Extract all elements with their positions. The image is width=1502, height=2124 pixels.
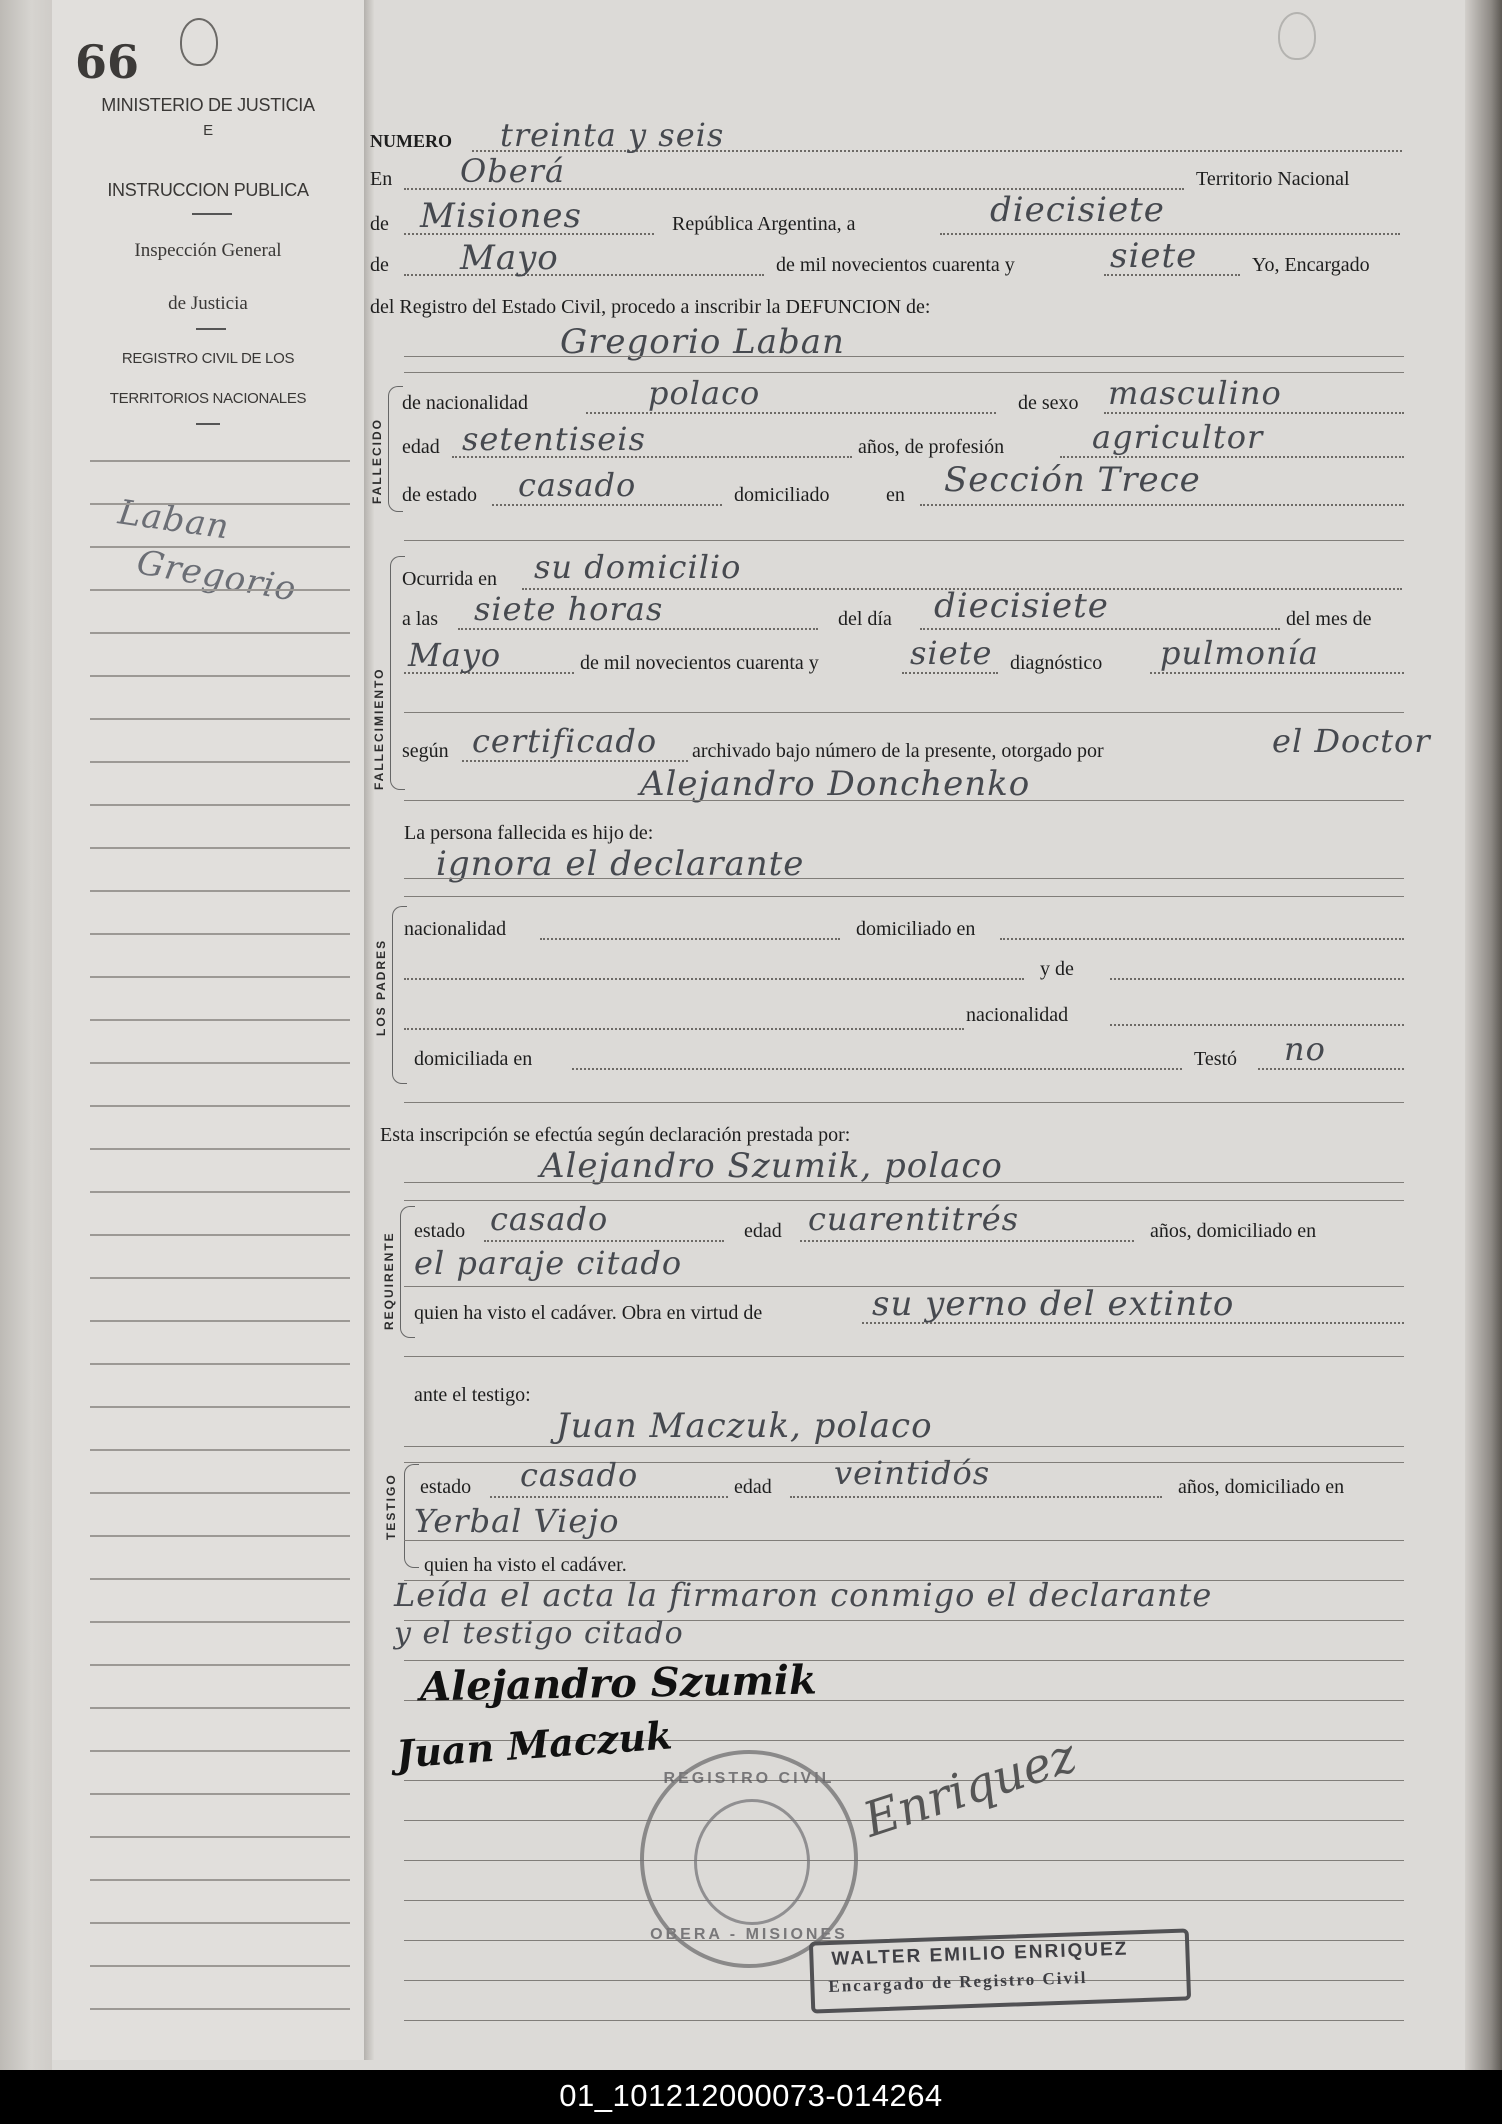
stub-line: [90, 1234, 350, 1236]
registro-sentence: del Registro del Estado Civil, procedo a inscribir la DEFUNCION de:: [370, 296, 931, 318]
line: [404, 800, 1404, 801]
stub-line: [90, 761, 350, 763]
dia-value: diecisiete: [934, 586, 1109, 626]
mes-value: Mayo: [408, 636, 502, 674]
req-virtud-value: su yerno del extinto: [872, 1284, 1235, 1324]
stub-line: [90, 1062, 350, 1064]
line: [404, 1900, 1404, 1901]
line: [1104, 412, 1404, 414]
tes-cadaver-label: quien ha visto el cadáver.: [424, 1554, 627, 1576]
brace: [388, 386, 403, 512]
profesion-value: agricultor: [1092, 418, 1264, 456]
stub-line: [90, 1363, 350, 1365]
section-testigo: TESTIGO: [384, 1473, 398, 1540]
closing-line-2: y el testigo citado: [394, 1616, 684, 1651]
ocurrida-label: Ocurrida en: [402, 568, 497, 590]
yo-label: Yo, Encargado: [1252, 254, 1370, 276]
line: [404, 2020, 1404, 2021]
segun-label: según: [402, 740, 449, 762]
line: [490, 1496, 728, 1498]
watermark-emblem-icon: [1278, 12, 1316, 60]
tes-domicilio-value: Yerbal Viejo: [414, 1502, 620, 1540]
testo-value: no: [1284, 1030, 1326, 1068]
line: [540, 938, 840, 940]
line: [940, 233, 1400, 235]
stub-line: [90, 890, 350, 892]
diagnostico-label: diagnóstico: [1010, 652, 1103, 674]
stub-line: [90, 546, 350, 548]
req-cadaver-label: quien ha visto el cadáver. Obra en virtud de: [414, 1302, 763, 1324]
line: [404, 540, 1404, 541]
stub-line: [90, 1492, 350, 1494]
file-id-label: 01_101212000073-014264: [559, 2078, 943, 2113]
line: [902, 672, 998, 674]
line: [404, 712, 1404, 713]
en-label: En: [370, 168, 393, 190]
diagnostico-value: pulmonía: [1160, 634, 1319, 672]
ministry-line-1: MINISTERIO DE JUSTICIA: [101, 95, 315, 115]
stub-line: [90, 2008, 350, 2010]
divider: [192, 213, 232, 215]
line: [404, 1028, 964, 1030]
ministry-line-3: INSTRUCCION PUBLICA: [107, 180, 309, 200]
numero-label: NUMERO: [370, 131, 452, 151]
tes-edad-value: veintidós: [834, 1454, 991, 1492]
stub-line: [90, 675, 350, 677]
req-edad-label: edad: [744, 1220, 782, 1242]
line: [404, 1356, 1404, 1357]
line: [404, 978, 1024, 980]
line: [404, 1860, 1404, 1861]
otorgado-value: el Doctor: [1272, 722, 1431, 760]
line: [920, 628, 1280, 630]
closing-line-1: Leída el acta la firmaron conmigo el declarante: [394, 1576, 1213, 1614]
y-de-label: y de: [1040, 958, 1074, 980]
req-estado-value: casado: [490, 1200, 609, 1238]
divider: [196, 328, 226, 330]
stub-line: [90, 1105, 350, 1107]
en-label-2: en: [886, 484, 905, 506]
stub-line: [90, 1449, 350, 1451]
republica-label: República Argentina, a: [672, 213, 856, 235]
sexo-label: de sexo: [1018, 392, 1079, 414]
section-padres: LOS PADRES: [374, 938, 388, 1036]
tes-anios-label: años, domiciliado en: [1178, 1476, 1345, 1498]
stub-line: [90, 1750, 350, 1752]
domiciliado-label: domiciliado: [734, 484, 830, 506]
edad-label: edad: [402, 436, 440, 458]
registry-line-1: REGISTRO CIVIL DE LOS: [121, 350, 295, 367]
archivado-label: archivado bajo número de la presente, otorgado por: [692, 740, 1104, 762]
hijo-value: ignora el declarante: [436, 844, 805, 884]
officer-stamp: [809, 1928, 1191, 2013]
line: [1060, 456, 1404, 458]
padres-nacionalidad-label: nacionalidad: [404, 918, 507, 940]
stub-line: [90, 503, 350, 505]
inscripcion-label: Esta inscripción se efectúa según declaración prestada por:: [380, 1124, 851, 1146]
tes-edad-label: edad: [734, 1476, 772, 1498]
stub-line: [90, 1793, 350, 1795]
line: [404, 274, 764, 276]
page-number: 66: [75, 35, 140, 89]
officer-signature: Enriquez: [856, 1727, 1083, 1849]
line: [790, 1496, 1162, 1498]
line: [484, 1240, 724, 1242]
section-fallecimiento: FALLECIMIENTO: [372, 667, 386, 790]
stub-line: [90, 1621, 350, 1623]
stub-line: [90, 1148, 350, 1150]
page-edge: [1465, 0, 1502, 2070]
line: [920, 504, 1404, 506]
line: [1110, 1024, 1404, 1026]
stub-line: [90, 1019, 350, 1021]
numero-value: treinta y seis: [500, 116, 725, 154]
section-fallecido: FALLECIDO: [370, 418, 384, 504]
req-edad-value: cuarentitrés: [808, 1200, 1020, 1238]
stub-line: [90, 1922, 350, 1924]
coat-of-arms-icon: [180, 18, 218, 66]
domicilio-value: Sección Trece: [944, 460, 1201, 500]
seal-top-text: REGISTRO CIVIL: [663, 1770, 835, 1787]
stub-line: [90, 460, 350, 462]
segun-value: certificado: [472, 722, 658, 760]
line: [462, 760, 688, 762]
line: [586, 412, 996, 414]
estado-value: casado: [518, 466, 637, 504]
margin-given-name: Gregorio: [133, 542, 300, 610]
civil-registry-seal: [640, 1750, 858, 1968]
stamp-title: Encargado de Registro Civil: [828, 1967, 1088, 1996]
stub-line: [90, 1578, 350, 1580]
line: [404, 878, 1404, 879]
hora-value: siete horas: [474, 590, 664, 628]
line: [1000, 938, 1404, 940]
brace: [400, 1206, 415, 1338]
line: [1258, 1068, 1404, 1070]
line: [404, 372, 1404, 373]
witness-signature: Juan Maczuk: [394, 1712, 674, 1777]
padres-domiciliado-label: domiciliado en: [856, 918, 976, 940]
stub-line: [90, 933, 350, 935]
stub-line: [90, 1879, 350, 1881]
tes-estado-value: casado: [520, 1456, 639, 1494]
line: [404, 1102, 1404, 1103]
territorio-label: Territorio Nacional: [1196, 168, 1350, 190]
line: [1150, 672, 1404, 674]
line: [458, 628, 818, 630]
tes-estado-label: estado: [420, 1476, 472, 1498]
req-domicilio-value: el paraje citado: [414, 1244, 683, 1282]
town-value: Oberá: [460, 152, 566, 190]
estado-label: de estado: [402, 484, 477, 506]
seal-bottom-text: OBERA - MISIONES: [650, 1926, 848, 1943]
testigo-name: Juan Maczuk, polaco: [556, 1406, 933, 1446]
year-value: siete: [1110, 236, 1198, 276]
mil-label-2: de mil novecientos cuarenta y: [580, 652, 819, 674]
binding-fold: [0, 0, 52, 2070]
inspection-line-1: Inspección General: [134, 240, 282, 261]
requirente-name: Alejandro Szumik, polaco: [540, 1146, 1003, 1186]
line: [800, 1240, 1134, 1242]
stub-line: [90, 1320, 350, 1322]
del-dia-label: del día: [838, 608, 892, 630]
req-estado-label: estado: [414, 1220, 466, 1242]
ministry-line-2: E: [203, 122, 213, 139]
stub-line: [90, 1535, 350, 1537]
stub-line: [90, 976, 350, 978]
deceased-name: Gregorio Laban: [560, 322, 845, 362]
line: [404, 356, 1404, 357]
day-value: diecisiete: [990, 190, 1165, 230]
anio-value: siete: [910, 634, 993, 672]
line: [404, 1446, 1404, 1447]
stub-line: [90, 1277, 350, 1279]
line: [404, 1540, 1404, 1541]
edad-value: setentiseis: [462, 420, 646, 458]
testo-label: Testó: [1194, 1048, 1238, 1070]
de-label-2: de: [370, 254, 389, 276]
req-anios-label: años, domiciliado en: [1150, 1220, 1317, 1242]
stub-line: [90, 1191, 350, 1193]
line: [1110, 978, 1404, 980]
stub-line: [90, 847, 350, 849]
seal-emblem-icon: [694, 1799, 810, 1925]
section-requirente: REQUIRENTE: [382, 1231, 396, 1330]
mil-label: de mil novecientos cuarenta y: [776, 254, 1015, 276]
month-value: Mayo: [460, 238, 559, 278]
hijo-label: La persona fallecida es hijo de:: [404, 822, 654, 844]
de-label-1: de: [370, 213, 389, 235]
ocurrida-value: su domicilio: [534, 548, 742, 586]
stub-line: [90, 1664, 350, 1666]
ante-label: ante el testigo:: [414, 1384, 531, 1406]
sexo-value: masculino: [1108, 374, 1282, 412]
stub-line: [90, 1707, 350, 1709]
margin-surname: Laban: [115, 492, 233, 548]
declarant-signature: Alejandro Szumik: [419, 1656, 818, 1711]
line: [404, 1182, 1404, 1183]
stub-line: [90, 1406, 350, 1408]
profesion-label: años, de profesión: [858, 436, 1005, 458]
line: [404, 896, 1404, 897]
domiciliada-label: domiciliada en: [414, 1048, 533, 1070]
nacionalidad-value: polaco: [648, 374, 761, 412]
stub-line: [90, 589, 350, 591]
territory-value: Misiones: [420, 196, 582, 236]
nacionalidad-label: de nacionalidad: [402, 392, 529, 414]
registry-line-2: TERRITORIOS NACIONALES: [109, 390, 307, 407]
line: [492, 504, 722, 506]
stamp-name: WALTER EMILIO ENRIQUEZ: [831, 1938, 1129, 1970]
stub-line: [90, 1965, 350, 1967]
stub-line: [90, 632, 350, 634]
stub-line: [90, 1836, 350, 1838]
del-mes-label: del mes de: [1286, 608, 1372, 630]
padres-nacionalidad2-label: nacionalidad: [966, 1004, 1069, 1026]
stub-line: [90, 804, 350, 806]
doctor-value: Alejandro Donchenko: [640, 764, 1031, 804]
line: [572, 1068, 1182, 1070]
inspection-line-2: de Justicia: [168, 293, 248, 314]
stub-line: [90, 718, 350, 720]
a-las-label: a las: [402, 608, 439, 630]
divider: [196, 423, 220, 425]
